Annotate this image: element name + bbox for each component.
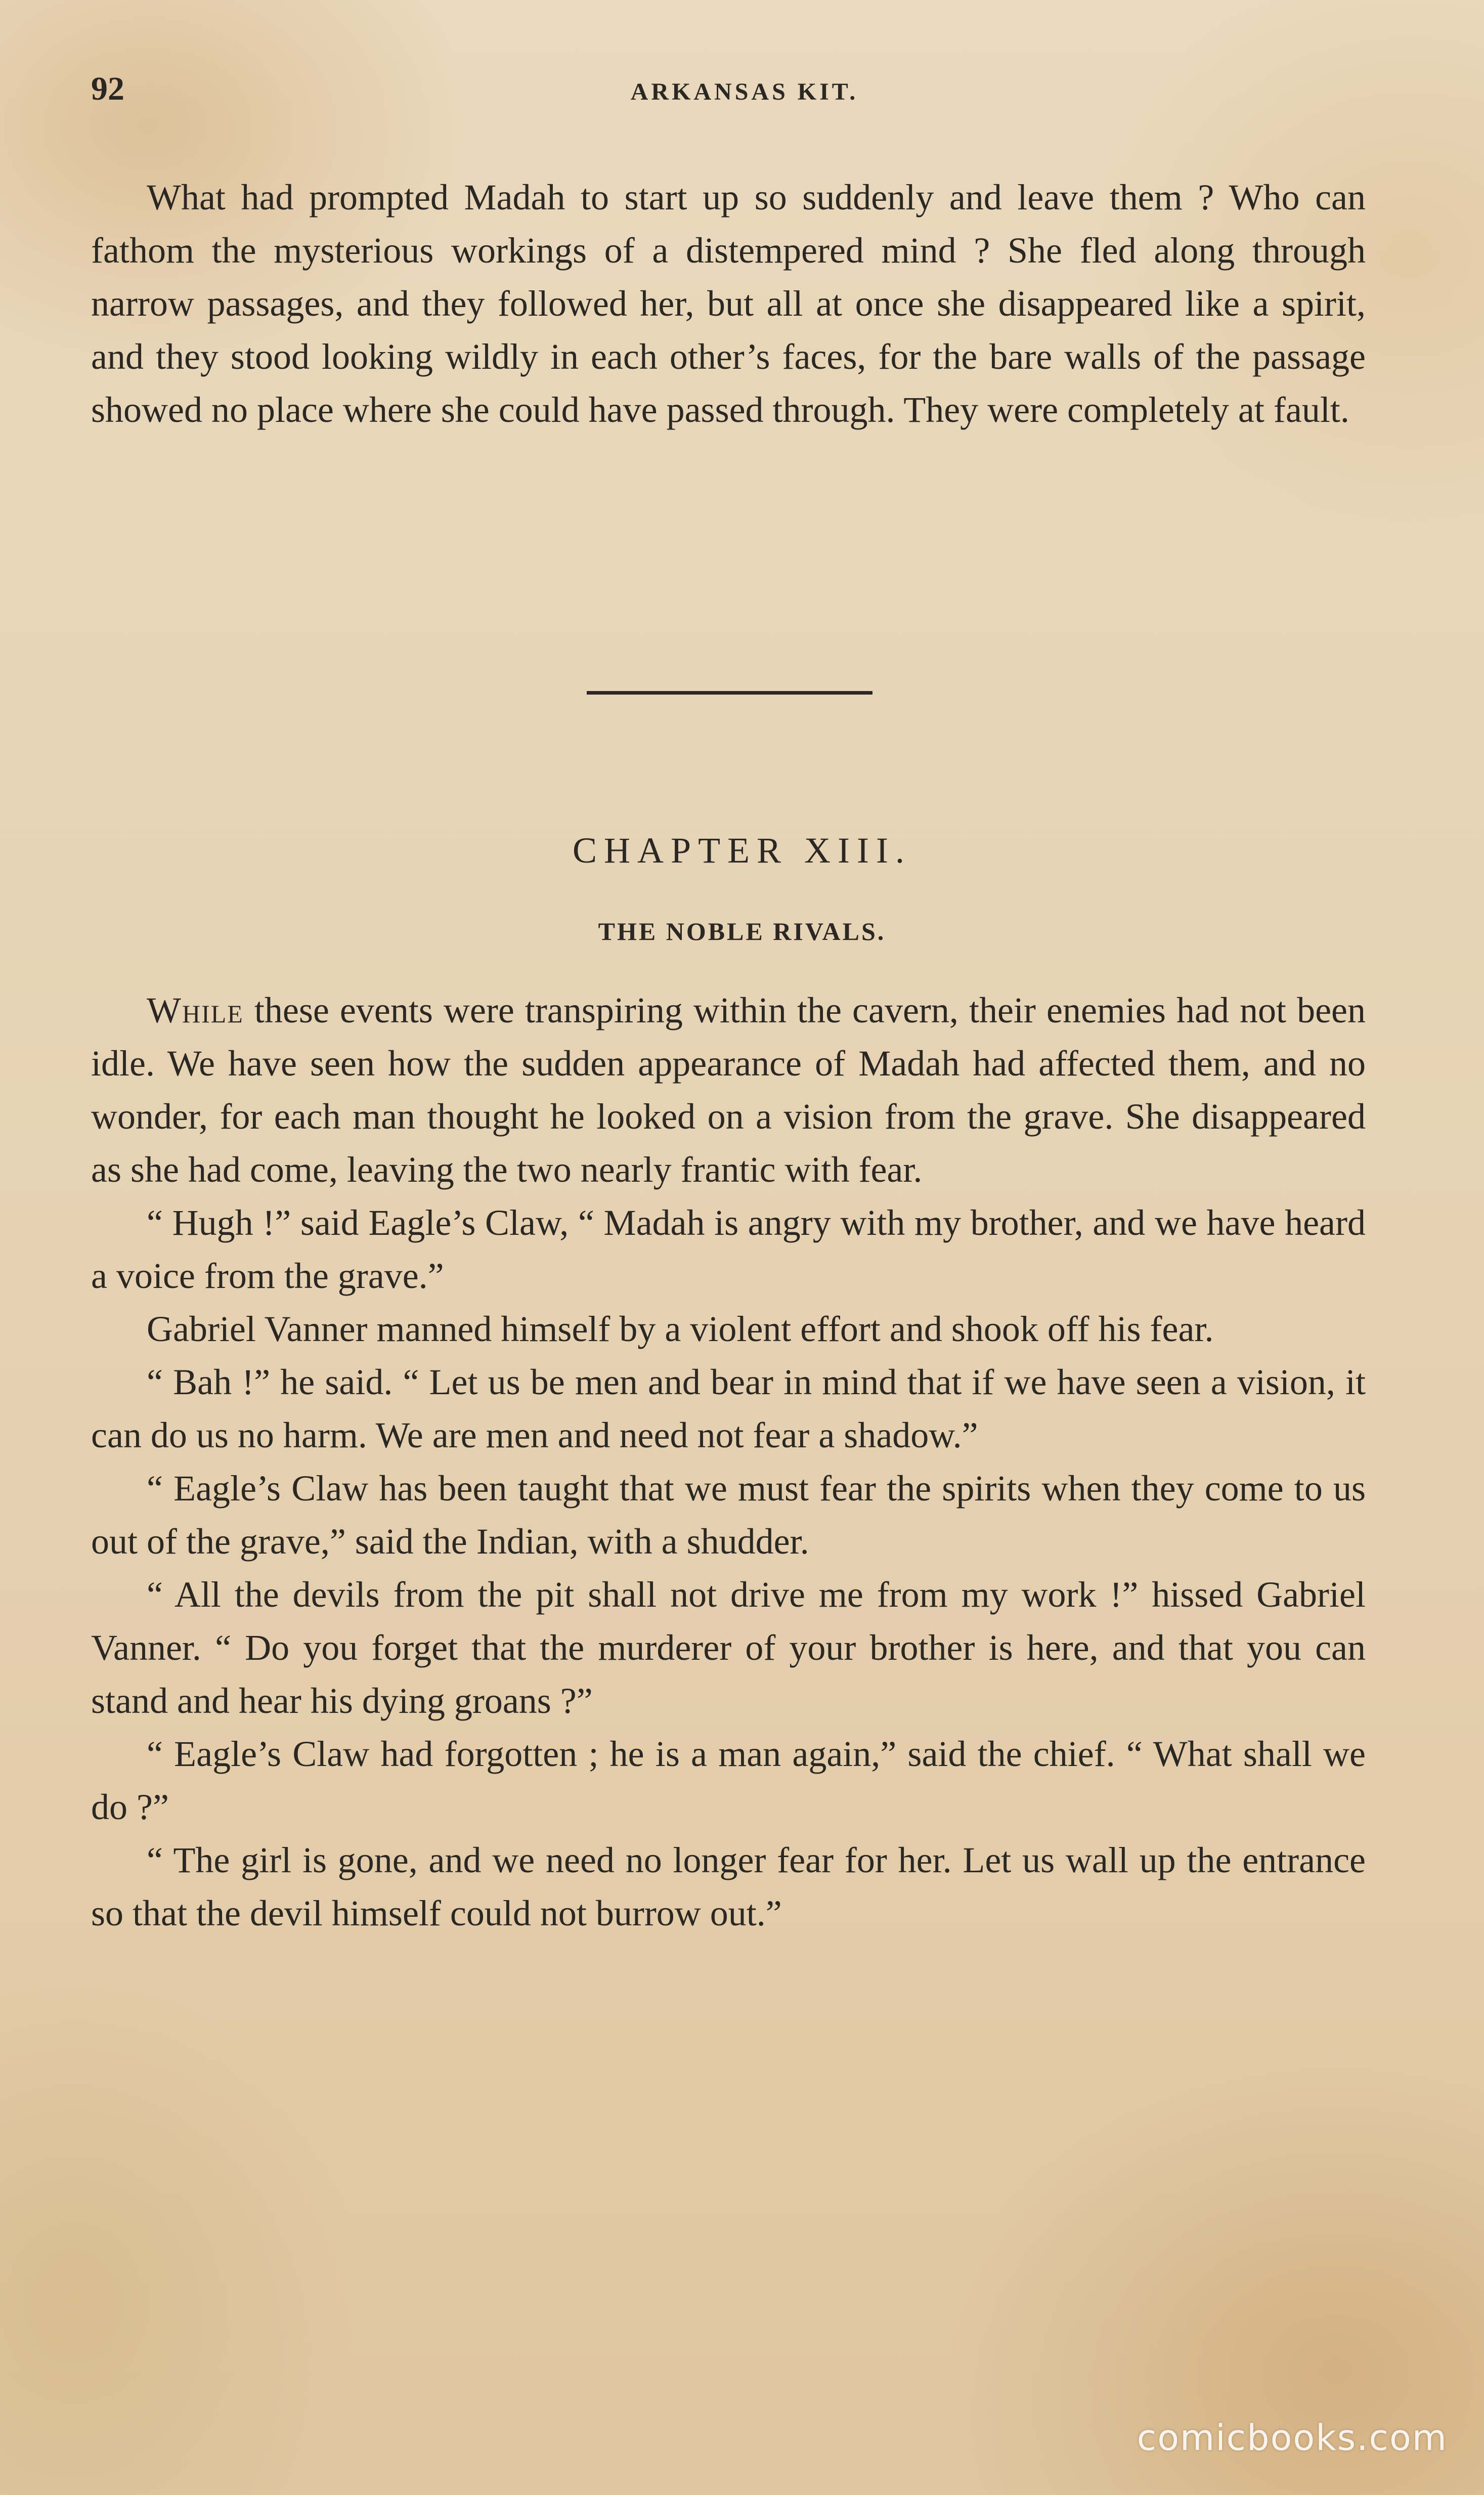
previous-chapter-ending [91,171,1366,437]
paragraph: “ Eagle’s Claw has been taught that we must fear the spirits when they come to us out of the grave,” said the Indian, with a shudder. [91,1468,1366,1562]
paragraph-text: these events were transpiring within the cavern, their enemies had not been idle. We have seen how the sudden appearance of Madah had affected them, and no wonder, for each man thought he looked on a vision from the grave. She disappeared as she had come, leaving the two nearly frantic with fear. [91,990,1366,1190]
opening-word: While [147,990,244,1030]
paragraph: What had prompted Madah to start up so suddenly and leave them ? Who can fathom the mysterious workings of a distempered mind ? She fled along through narrow passages, and they followed her, but all at once she disappeared like a spirit, and they stood looking wildly in each other’s faces, for the bare walls of the passage showed no place where she could have passed through. They were completely at fault. [91,177,1366,430]
paragraph: “ Hugh !” said Eagle’s Claw, “ Madah is angry with my brother, and we have heard a voice from the grave.” [91,1202,1366,1296]
page-header [91,70,1398,115]
chapter-title: CHAPTER XIII. [573,830,911,871]
chapter-subtitle: THE NOBLE RIVALS. [598,917,886,945]
paragraph: Gabriel Vanner manned himself by a violent effort and shook off his fear. [147,1309,1214,1349]
paragraph: “ Eagle’s Claw had forgotten ; he is a man again,” said the chief. “ What shall we do ?” [91,1734,1366,1827]
running-head: ARKANSAS KIT. [630,78,859,105]
paragraph [91,984,1366,1196]
section-divider [587,691,872,695]
page-number: 92 [91,70,124,107]
paragraph: “ Bah !” he said. “ Let us be men and bear in mind that if we have seen a vision, it can do us no harm. We are men and need not fear a shadow.” [91,1362,1366,1455]
paragraph: “ The girl is gone, and we need no longer fear for her. Let us wall up the entrance so that the devil himself could not burrow out.” [91,1840,1366,1933]
watermark: comicbooks.com [1137,2417,1448,2459]
paragraph: “ All the devils from the pit shall not drive me from my work !” hissed Gabriel Vanner. “ Do you forget that the murderer of your brother is here, and that you can stand and hear his dying groans ?” [91,1574,1366,1721]
chapter-body [91,984,1366,1940]
